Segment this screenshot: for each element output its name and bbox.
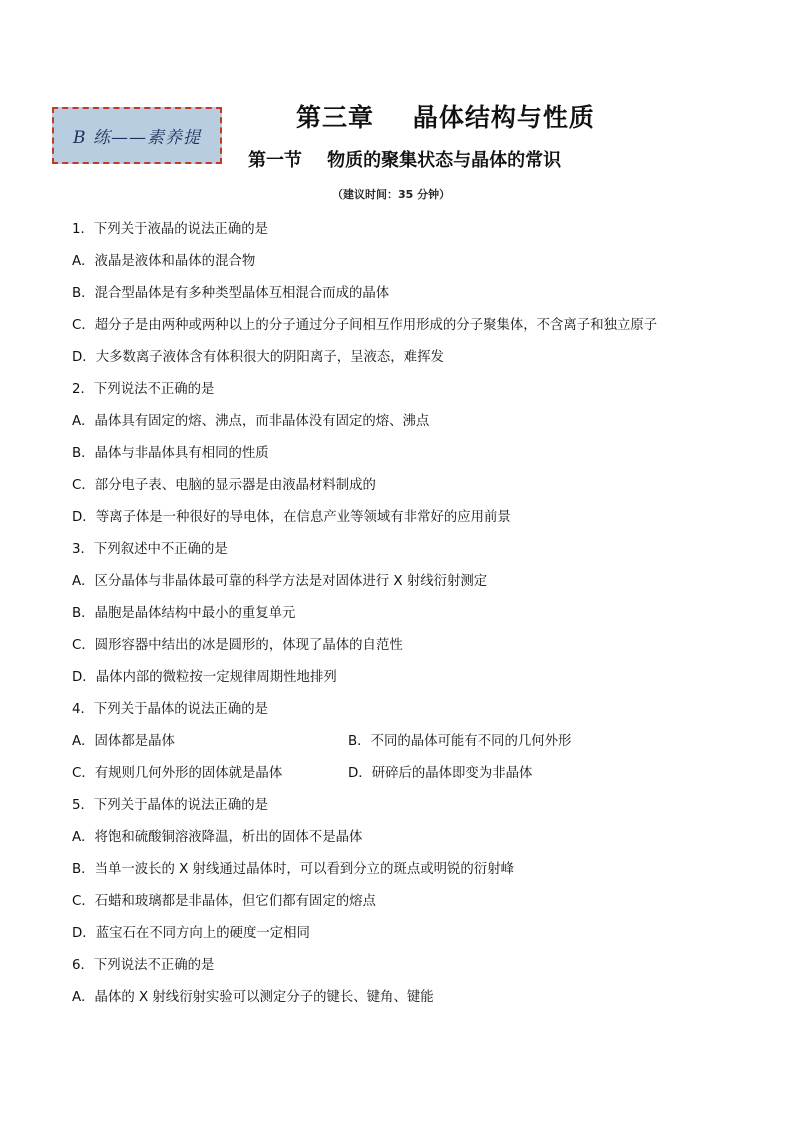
- question-stem: 6．下列说法不正确的是: [72, 958, 215, 973]
- chapter-title: 第三章 晶体结构与性质: [296, 103, 595, 132]
- option: B．混合型晶体是有多种类型晶体互相混合而成的晶体: [72, 286, 390, 301]
- option: A．将饱和硫酸铜溶液降温，析出的固体不是晶体: [72, 830, 363, 845]
- option-row: [72, 758, 722, 790]
- option: D．晶体内部的微粒按一定规律周期性地排列: [72, 670, 337, 685]
- option: D．等离子体是一种很好的导电体，在信息产业等领域有非常好的应用前景: [72, 510, 511, 525]
- option: D．研碎后的晶体即变为非晶体: [348, 766, 533, 781]
- option: D．蓝宝石在不同方向上的硬度一定相同: [72, 926, 310, 941]
- question-stem: 4．下列关于晶体的说法正确的是: [72, 702, 268, 717]
- question-stem: 3．下列叙述中不正确的是: [72, 542, 228, 557]
- suggested-time: （建议时间：35 分钟）: [332, 188, 451, 201]
- option: B．当单一波长的 X 射线通过晶体时，可以看到分立的斑点或明锐的衍射峰: [72, 862, 514, 877]
- option: A．晶体具有固定的熔、沸点，而非晶体没有固定的熔、沸点: [72, 414, 430, 429]
- option: A．固体都是晶体: [72, 734, 175, 749]
- option: C．有规则几何外形的固体就是晶体: [72, 766, 283, 781]
- option: B．不同的晶体可能有不同的几何外形: [348, 734, 572, 749]
- option: A．液晶是液体和晶体的混合物: [72, 254, 256, 269]
- option: B．晶体与非晶体具有相同的性质: [72, 446, 269, 461]
- question-list: [72, 214, 722, 1014]
- question-stem: 1．下列关于液晶的说法正确的是: [72, 222, 268, 237]
- option: D．大多数离子液体含有体积很大的阴阳离子，呈液态，难挥发: [72, 350, 444, 365]
- option: C．部分电子表、电脑的显示器是由液晶材料制成的: [72, 478, 376, 493]
- option-row: [72, 726, 722, 758]
- question-stem: 5．下列关于晶体的说法正确的是: [72, 798, 268, 813]
- option: C．超分子是由两种或两种以上的分子通过分子间相互作用形成的分子聚集体，不含离子和独立原子: [72, 318, 658, 333]
- question-stem: 2．下列说法不正确的是: [72, 382, 215, 397]
- option: A．晶体的 X 射线衍射实验可以测定分子的键长、键角、键能: [72, 990, 434, 1005]
- section-badge: [52, 107, 222, 164]
- badge-text: B 练——素养提: [73, 128, 201, 148]
- option: B．晶胞是晶体结构中最小的重复单元: [72, 606, 296, 621]
- option: A．区分晶体与非晶体最可靠的科学方法是对固体进行 X 射线衍射测定: [72, 574, 488, 589]
- option: C．石蜡和玻璃都是非晶体，但它们都有固定的熔点: [72, 894, 376, 909]
- option: C．圆形容器中结出的冰是圆形的，体现了晶体的自范性: [72, 638, 403, 653]
- section-subtitle: 第一节 物质的聚集状态与晶体的常识: [248, 150, 562, 171]
